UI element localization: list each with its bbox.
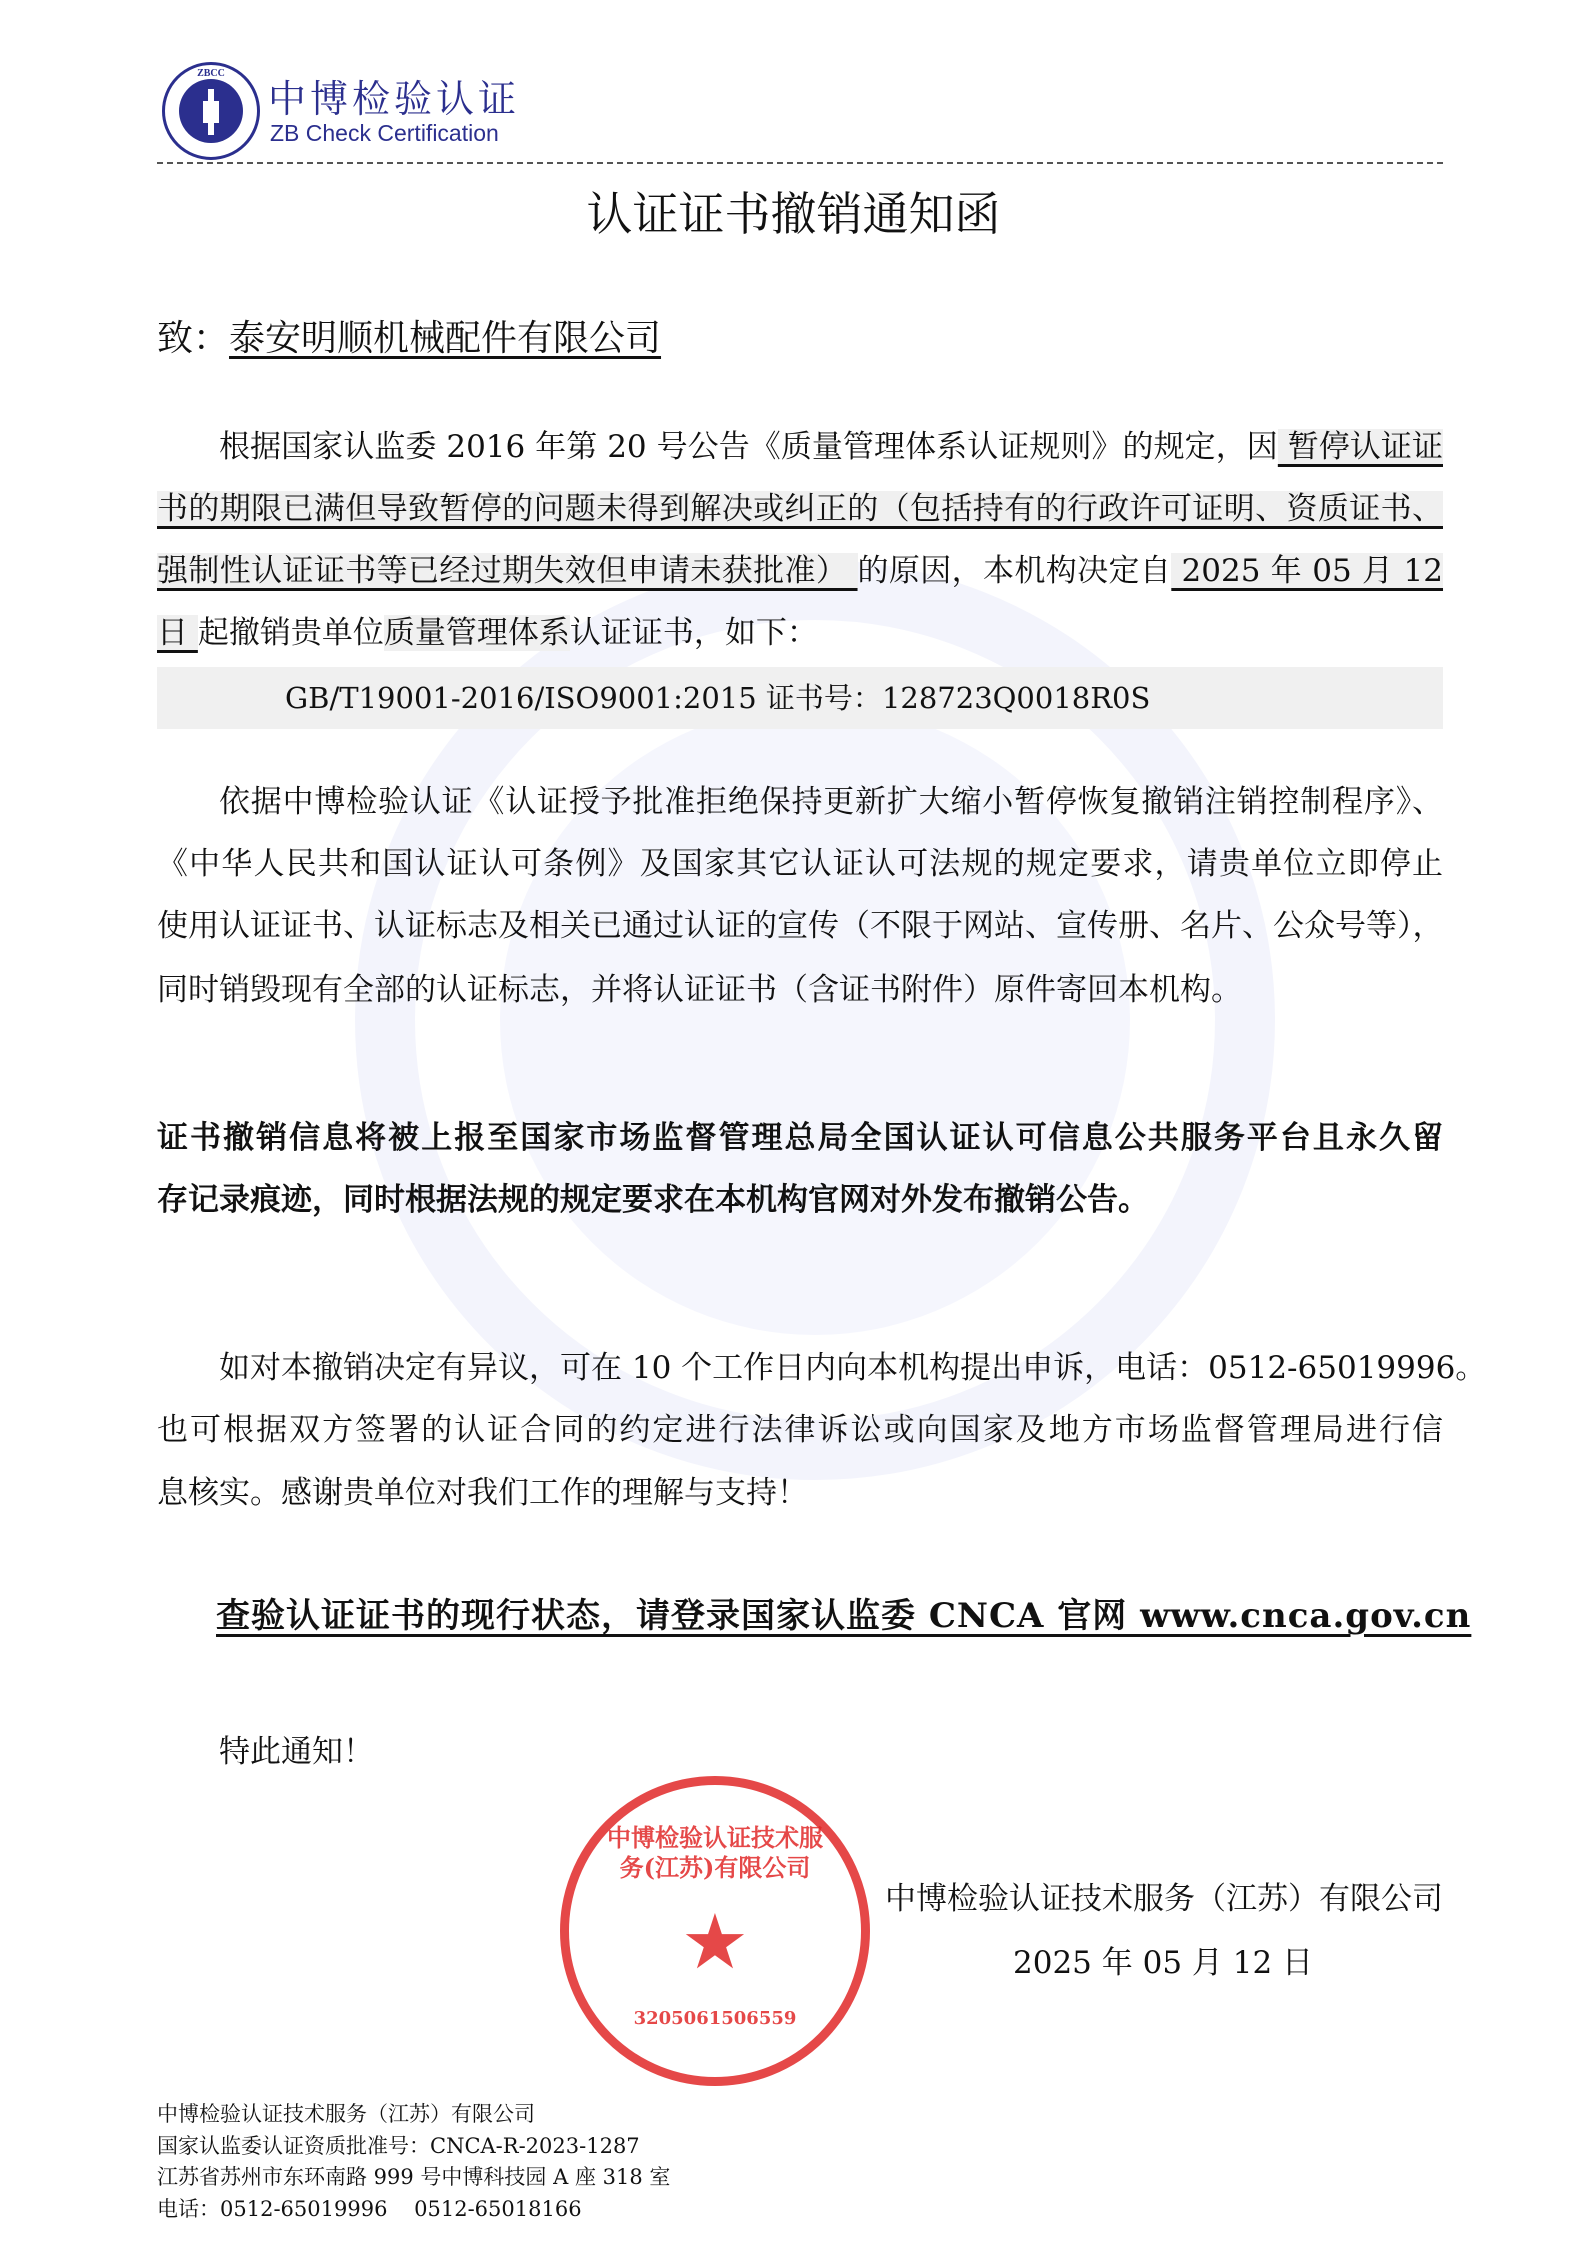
para3-line: 也可根据双方签署的认证合同的约定进行法律诉讼或向国家及地方市场监督管理局进行信 [157,1412,1443,1448]
brand-name-cn: 中博检验认证 [268,77,521,121]
cnca-verification-link[interactable]: 查验认证证书的现行状态，请登录国家认监委 CNCA 官网 www.cnca.gov.cn [216,1596,1472,1636]
footer-approval: 国家认监委认证资质批准号：CNCA-R-2023-1287 [157,2134,640,2158]
seal-number: 3205061506559 [633,2008,797,2029]
signature-company: 中博检验认证技术服务（江苏）有限公司 [885,1881,1443,1917]
para3-line: 息核实。感谢贵单位对我们工作的理解与支持！ [157,1475,808,1511]
footer-address: 江苏省苏州市东环南路 999 号中博科技园 A 座 318 室 [157,2165,671,2189]
para1-line2: 书的期限已满但导致暂停的问题未得到解决或纠正的（包括持有的行政许可证明、资质证书、 [157,491,1443,527]
para2-line: 《中华人民共和国认证认可条例》及国家其它认证认可法规的规定要求，请贵单位立即停止 [157,846,1443,882]
closing: 特此通知！ [219,1734,374,1770]
notice-line: 存记录痕迹，同时根据法规的规定要求在本机构官网对外发布撤销公告。 [157,1182,1149,1218]
footer-company: 中博检验认证技术服务（江苏）有限公司 [157,2102,535,2126]
signature-date: 2025 年 05 月 12 日 [1013,1945,1314,1981]
para1-line4: 日 起撤销贵单位质量管理体系认证证书，如下： [157,615,818,651]
star-icon: ★ [680,1897,750,1986]
certificate-info: GB/T19001-2016/ISO9001:2015 证书号：128723Q0018R0S [157,667,1443,729]
header-divider [157,162,1443,164]
seal-text: 中博检验认证技术服务(江苏)有限公司 [607,1823,823,1882]
recipient-name: 泰安明顺机械配件有限公司 [229,318,662,359]
recipient: 致：泰安明顺机械配件有限公司 [157,318,662,359]
footer-phone: 电话：0512-65019996 0512-65018166 [157,2197,582,2221]
certificate-number: 128723Q0018R0S [881,681,1151,715]
para2-line: 使用认证证书、认证标志及相关已通过认证的宣传（不限于网站、宣传册、名片、公众号等）， [157,908,1444,944]
para2-line: 同时销毁现有全部的认证标志，并将认证证书（含证书附件）原件寄回本机构。 [157,972,1242,1008]
para3-line: 如对本撤销决定有异议，可在 10 个工作日内向本机构提出申诉，电话：0512-65019996。 [219,1350,1487,1386]
para1-line3: 强制性认证证书等已经过期失效但申请未获批准） 的原因，本机构决定自 2025 年 05 月 12 [157,553,1444,589]
document-title: 认证证书撤销通知函 [586,187,1001,241]
para1-line1: 根据国家认监委 2016 年第 20 号公告《质量管理体系认证规则》的规定，因 暂停认证证 [219,429,1443,465]
brand-name-en: ZB Check Certification [270,120,499,146]
official-seal [560,1776,870,2086]
notice-line: 证书撤销信息将被上报至国家市场监督管理总局全国认证认可信息公共服务平台且永久留 [157,1120,1443,1156]
company-logo: ZBCC [162,62,260,160]
para2-line: 依据中博检验认证《认证授予批准拒绝保持更新扩大缩小暂停恢复撤销注销控制程序》、 [219,784,1443,820]
